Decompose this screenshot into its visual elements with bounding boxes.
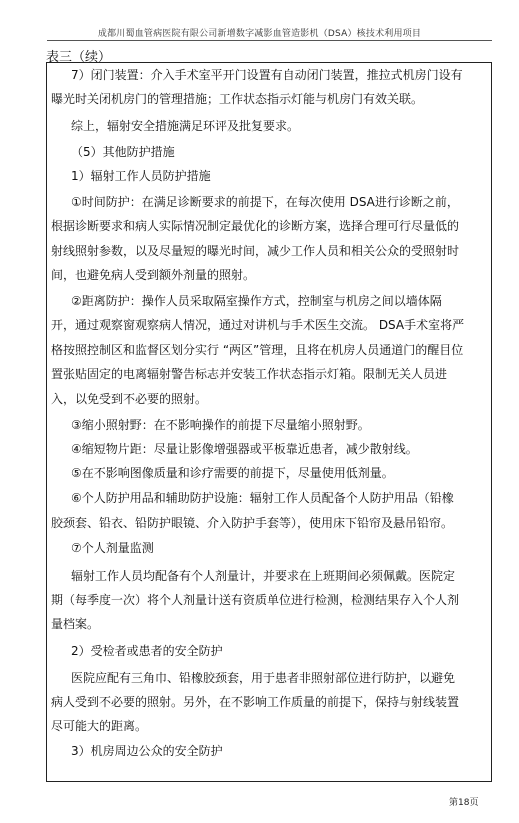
text-line: ①时间防护：在满足诊断要求的前提下，在每次使用 DSA进行诊断之前， [71, 195, 459, 209]
text-line: 入，以免受到不必要的照射。 [51, 392, 208, 406]
header-rule [47, 40, 492, 41]
text-line: （5）其他防护措施 [71, 145, 175, 159]
text-line: 期（每季度一次）将个人剂量计送有资质单位进行检测，检测结果存入个人剂 [51, 593, 460, 607]
table-title: 表三（续） [46, 50, 112, 65]
text-line: 置张贴固定的电离辐射警告标志并安装工作状态指示灯箱。限制无关人员进 [51, 367, 448, 381]
text-line: 1）辐射工作人员防护措施 [71, 169, 211, 183]
text-line: 根据诊断要求和病人实际情况制定最优化的诊断方案，选择合理可行尽量低的 [51, 219, 460, 233]
text-line: 量档案。 [51, 617, 100, 631]
text-line: 间，也避免病人受到额外剂量的照射。 [51, 268, 256, 282]
text-line: ⑦个人剂量监测 [71, 541, 154, 555]
text-line: 胶颈套、铅衣、铅防护眼镜、介入防护手套等），使用床下铅帘及悬吊铅帘。 [51, 516, 454, 530]
text-line: 曝光时关闭机房门的管理措施；工作状态指示灯能与机房门有效关联。 [51, 92, 424, 106]
text-line: 3）机房周边公众的安全防护 [71, 744, 223, 758]
text-line: ②距离防护：操作人员采取隔室操作方式，控制室与机房之间以墙体隔 [71, 294, 442, 308]
text-line: ⑤在不影响图像质量和诊疗需要的前提下，尽量使用低剂量。 [71, 466, 394, 480]
text-line: ④缩短物片距：尽量让影像增强器或平板靠近患者，减少散射线。 [71, 442, 418, 456]
text-line: 综上，辐射安全措施满足环评及批复要求。 [71, 119, 300, 133]
content-box [46, 62, 492, 782]
text-line: 尽可能大的距离。 [51, 719, 148, 733]
text-line: 医院应配有三角巾、铅橡胶颈套，用于患者非照射部位进行防护，以避免 [71, 671, 456, 685]
text-line: ⑥个人防护用品和辅助防护设施：辐射工作人员配备个人防护用品（铅橡 [71, 491, 454, 505]
text-line: 病人受到不必要的照射。另外，在不影响工作质量的前提下，保持与射线装置 [51, 695, 460, 709]
text-line: 7）闭门装置：介入手术室平开门设置有自动闭门装置，推拉式机房门设有 [71, 68, 463, 82]
text-line: 开，通过观察窗观察病人情况，通过对讲机与手术医生交流。 DSA手术室将严 [51, 318, 465, 332]
text-line: 辐射工作人员均配备有个人剂量计，并要求在上班期间必须佩戴。医院定 [71, 569, 456, 583]
text-line: 格按照控制区和监督区划分实行 “两区”管理，且将在机房人员通道门的醒目位 [51, 343, 464, 357]
text-line: 2）受检者或患者的安全防护 [71, 644, 223, 658]
running-header: 成都川蜀血管病医院有限公司新增数字减影血管造影机（DSA）核技术利用项目 [97, 29, 422, 39]
text-line: ③缩小照射野：在不影响操作的前提下尽量缩小照射野。 [71, 418, 370, 432]
text-line: 射线照射参数，以及尽量短的曝光时间，减少工作人员和相关公众的受照射时 [51, 244, 460, 258]
page-number: 第18页 [449, 798, 479, 808]
